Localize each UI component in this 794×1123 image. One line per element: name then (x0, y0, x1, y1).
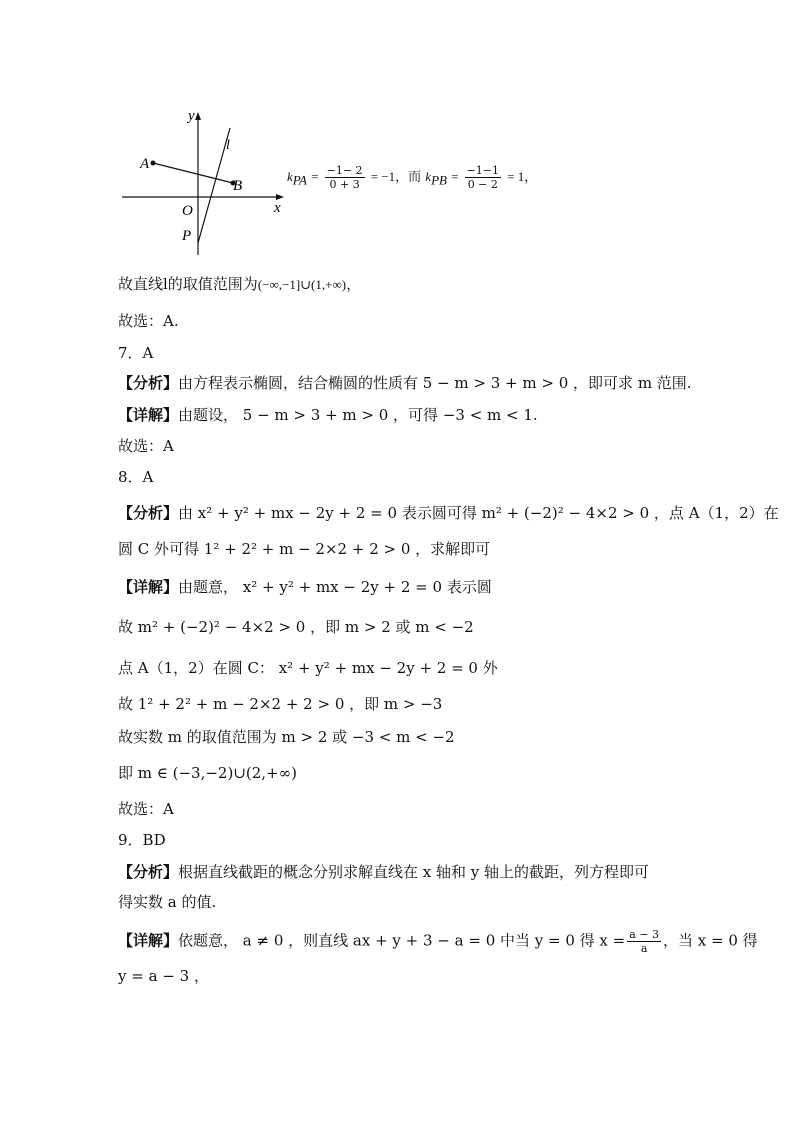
q7-choose: 故选：A (118, 437, 174, 455)
segment-ab (153, 163, 233, 183)
range-l-line (118, 274, 361, 295)
y-axis-arrow (195, 112, 201, 120)
q7-heading: 7．A (118, 344, 154, 362)
k-pb-numerator: −1−1 (466, 164, 500, 177)
q9-detail-text-b: ，当 x = 0 得 (663, 931, 758, 950)
label-o: O (182, 203, 193, 219)
q9-detail-tag: 【详解】 (118, 931, 179, 950)
q7-detail (118, 405, 538, 425)
k-pa-fraction (325, 164, 365, 191)
q7-detail-text: 由题设， 5 − m > 3 + m > 0 ，可得 −3 < m < 1. (178, 406, 538, 424)
q7-detail-tag: 【详解】 (118, 406, 179, 424)
figure-svg (118, 100, 288, 260)
choose-a-1: 故选：A. (118, 312, 179, 330)
q7-analysis-text: 由方程表示椭圆，结合椭圆的性质有 5 − m > 3 + m > 0 ，即可求 m 范围. (178, 374, 692, 392)
label-l: l (226, 138, 230, 153)
k-pa-result: = −1 (370, 169, 396, 184)
slope-equations: $k_{PA}$ = $\frac{-1- 2}{0 + 3}$ = −1，而 $k_{PB}$ = $\frac{-1-1}{0 - 2}$ = 1， (287, 164, 538, 191)
k-pb-subscript: PB (431, 172, 447, 188)
k-pb-result: = 1， (507, 169, 538, 184)
k-pa-numerator: −1− 2 (326, 164, 363, 177)
range-l-expr: (−∞,−1]∪(1,+∞) (257, 277, 347, 292)
q8-line-2: 点 A（1，2）在圆 C： x² + y² + mx − 2y + 2 = 0 外 (118, 659, 498, 677)
q8-line-5: 即 m ∈ (−3,−2)∪(2,+∞) (118, 764, 297, 782)
k-pa-denominator: 0 + 3 (329, 178, 360, 191)
q8-analysis-tag: 【分析】 (118, 504, 179, 522)
q8-analysis-text: 由 x² + y² + mx − 2y + 2 = 0 表示圆可得 m² + (−2)² − 4×2 > 0 ，点 A（1，2）在 (178, 504, 779, 522)
range-l-text: 故直线l的取值范围为 (118, 275, 258, 293)
q7-analysis-tag: 【分析】 (118, 374, 179, 392)
k-pa-subscript: PA (292, 172, 307, 188)
q9-fraction (627, 928, 661, 955)
q8-choose: 故选：A (118, 800, 174, 818)
q8-heading: 8．A (118, 468, 154, 486)
q9-detail (118, 928, 758, 955)
point-a (151, 161, 156, 166)
coordinate-figure (118, 100, 288, 260)
k-pb-denominator: 0 − 2 (467, 178, 498, 191)
q9-fraction-denominator: a (640, 942, 648, 955)
q9-analysis-2: 得实数 a 的值. (118, 893, 217, 911)
q8-detail-tag: 【详解】 (118, 578, 179, 596)
q9-analysis (118, 862, 649, 882)
q9-analysis-tag: 【分析】 (118, 863, 179, 881)
label-a: A (140, 156, 150, 172)
range-l-end: ， (346, 275, 362, 293)
q9-detail-text-a: 依题意， a ≠ 0 ，则直线 ax + y + 3 − a = 0 中当 y = 0 得 x = (178, 931, 626, 950)
q9-line-2: y = a − 3 ， (118, 967, 209, 985)
q8-analysis-2: 圆 C 外可得 1² + 2² + m − 2×2 + 2 > 0 ，求解即可 (118, 540, 491, 558)
k-pb-symbol: k (425, 169, 432, 184)
q8-line-1: 故 m² + (−2)² − 4×2 > 0 ，即 m > 2 或 m < −2 (118, 618, 474, 636)
q8-analysis (118, 503, 779, 523)
q9-analysis-text: 根据直线截距的概念分别求解直线在 x 轴和 y 轴上的截距，列方程即可 (178, 863, 650, 881)
q8-line-4: 故实数 m 的取值范围为 m > 2 或 −3 < m < −2 (118, 728, 455, 746)
label-y: y (188, 108, 195, 124)
k-pb-fraction (465, 164, 501, 191)
k-pa-symbol: k (287, 169, 293, 184)
label-x: x (274, 200, 281, 216)
q8-detail-text: 由题意， x² + y² + mx − 2y + 2 = 0 表示圆 (178, 578, 492, 596)
q8-line-3: 故 1² + 2² + m − 2×2 + 2 > 0 ，即 m > −3 (118, 695, 443, 713)
q7-analysis (118, 373, 692, 393)
q9-fraction-numerator: a − 3 (629, 928, 660, 941)
q8-detail (118, 577, 492, 597)
label-b: B (233, 178, 243, 194)
label-p: P (182, 228, 192, 244)
slope-separator: ，而 (395, 170, 422, 185)
q9-heading: 9．BD (118, 831, 166, 849)
